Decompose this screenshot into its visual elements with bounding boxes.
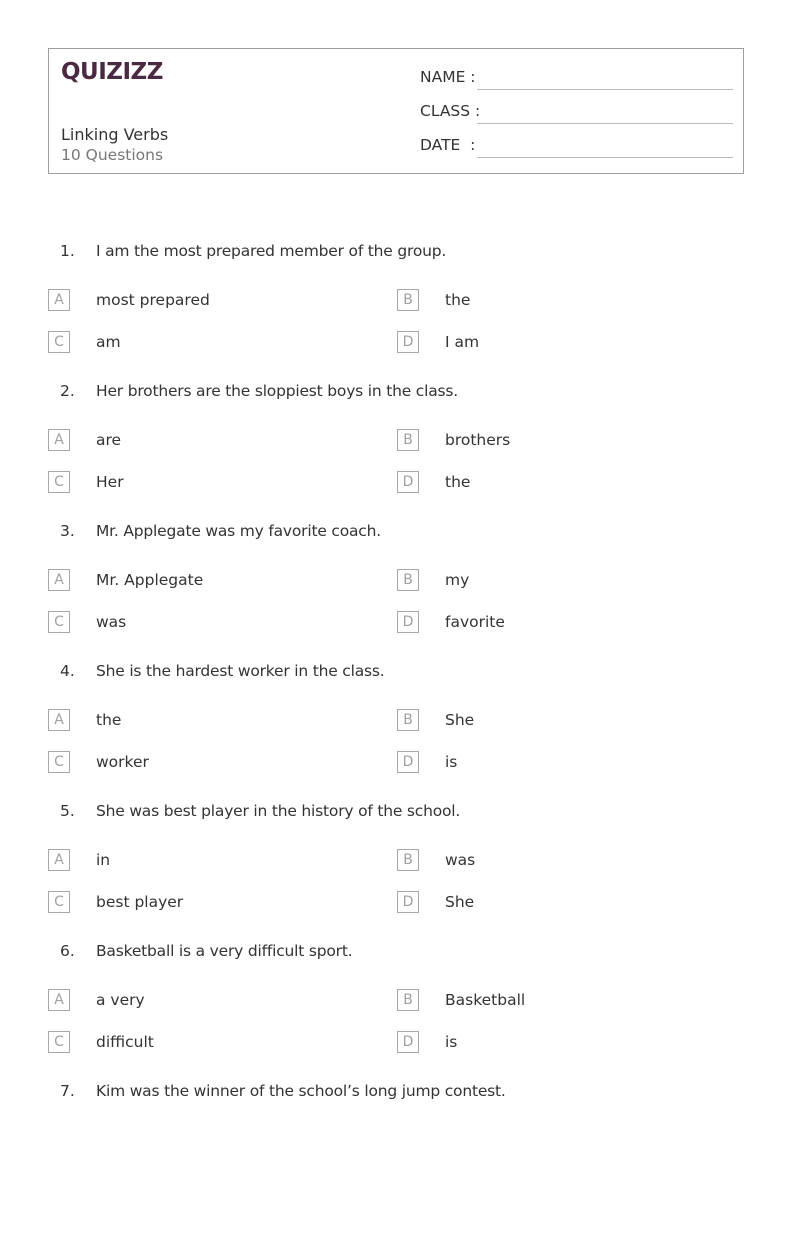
question-number: 7. [60,1082,75,1100]
question-number: 5. [60,802,75,820]
option-text: am [96,333,121,351]
option-letter-box[interactable]: D [397,751,419,773]
option-text: I am [445,333,480,351]
option-text: Basketball [445,991,526,1009]
worksheet-title: Linking Verbs [61,125,169,144]
question-text: Mr. Applegate was my favorite coach. [96,522,381,540]
question-number: 4. [60,662,75,680]
option-letter-box[interactable]: B [397,429,419,451]
option-text: She [445,711,475,729]
name-line [477,89,733,90]
option-text: was [445,851,476,869]
option-letter-box[interactable]: D [397,611,419,633]
option-letter-box[interactable]: B [397,849,419,871]
option-letter-box[interactable]: A [48,429,70,451]
option-letter-box[interactable]: C [48,1031,70,1053]
option-text: best player [96,893,184,911]
option-letter-box[interactable]: B [397,289,419,311]
option-text: the [445,473,471,491]
worksheet-header [48,48,744,174]
question-7 [0,1082,794,1252]
option-letter-box[interactable]: C [48,331,70,353]
option-text: worker [96,753,149,771]
option-letter-box[interactable]: C [48,891,70,913]
name-label: NAME : [420,68,476,86]
class-label: CLASS : [420,102,481,120]
option-letter-box[interactable]: D [397,471,419,493]
option-text: Her [96,473,124,491]
option-letter-box[interactable]: C [48,611,70,633]
question-number: 3. [60,522,75,540]
option-letter-box[interactable]: A [48,989,70,1011]
question-text: She is the hardest worker in the class. [96,662,385,680]
option-text: the [445,291,471,309]
question-number: 1. [60,242,75,260]
option-text: a very [96,991,145,1009]
option-letter-box[interactable]: B [397,569,419,591]
option-text: Mr. Applegate [96,571,204,589]
option-text: was [96,613,127,631]
question-text: She was best player in the history of the school. [96,802,461,820]
question-text: I am the most prepared member of the group. [96,242,447,260]
option-letter-box[interactable]: A [48,709,70,731]
option-text: favorite [445,613,505,631]
date-label: DATE : [420,136,476,154]
option-letter-box[interactable]: A [48,849,70,871]
option-letter-box[interactable]: B [397,989,419,1011]
option-letter-box[interactable]: C [48,751,70,773]
option-text: most prepared [96,291,210,309]
option-letter-box[interactable]: B [397,709,419,731]
question-text: Kim was the winner of the school’s long jump contest. [96,1082,506,1100]
question-count: 10 Questions [61,146,164,164]
quizizz-logo: QUIZIZZ [61,59,163,85]
option-letter-box[interactable]: C [48,471,70,493]
option-text: is [445,1033,458,1051]
option-text: difficult [96,1033,154,1051]
option-text: is [445,753,458,771]
question-number: 6. [60,942,75,960]
option-text: She [445,893,475,911]
question-number: 2. [60,382,75,400]
option-letter-box[interactable]: D [397,891,419,913]
option-text: brothers [445,431,511,449]
date-line [477,157,733,158]
option-letter-box[interactable]: A [48,289,70,311]
option-text: are [96,431,122,449]
option-letter-box[interactable]: D [397,331,419,353]
option-text: my [445,571,470,589]
class-line [477,123,733,124]
option-text: the [96,711,122,729]
option-letter-box[interactable]: A [48,569,70,591]
option-text: in [96,851,111,869]
question-text: Basketball is a very difficult sport. [96,942,353,960]
question-text: Her brothers are the sloppiest boys in the class. [96,382,459,400]
option-letter-box[interactable]: D [397,1031,419,1053]
